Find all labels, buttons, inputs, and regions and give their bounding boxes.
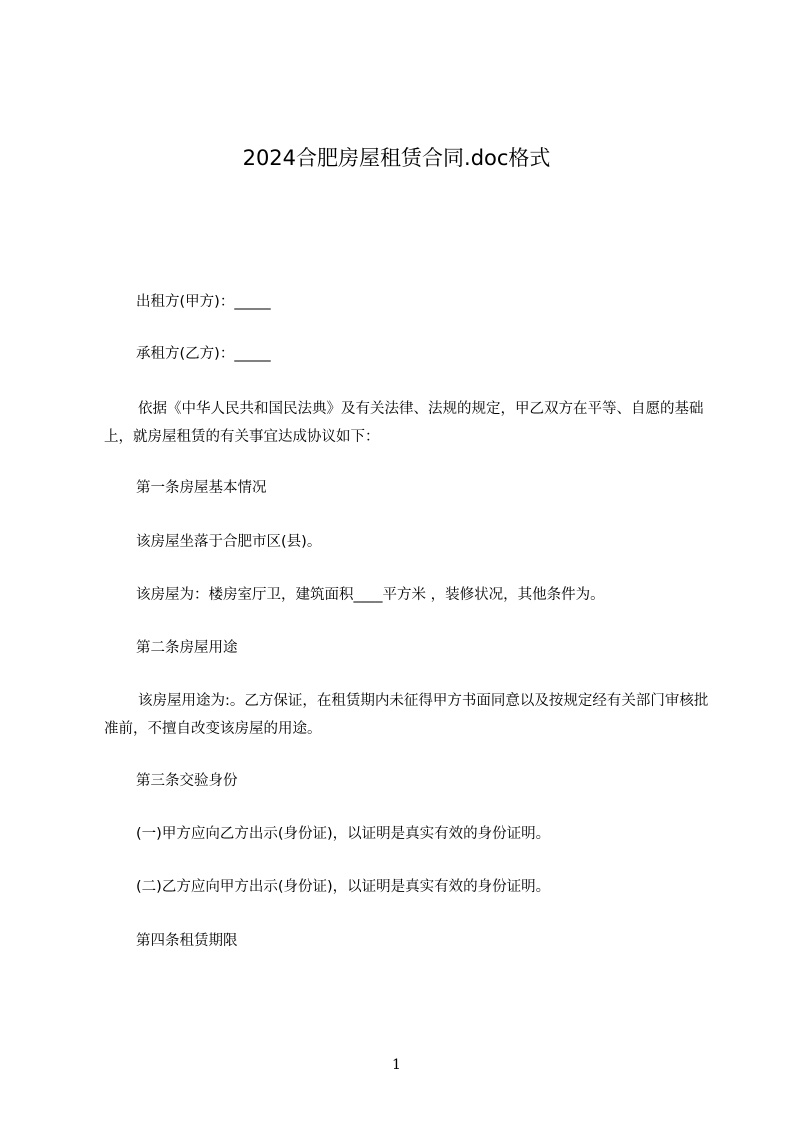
lessee-line: 承租方(乙方)：_____ — [136, 346, 271, 362]
usage-paragraph: 该房屋用途为:。乙方保证，在租赁期内未征得甲方书面同意以及按规定经有关部门审核批准前，不擅自改变该房屋的用途。 — [104, 693, 709, 737]
property-description-line: 该房屋为：楼房室厅卫，建筑面积____平方米 ，装修状况，其他条件为。 — [136, 587, 605, 603]
page-number: 1 — [392, 1057, 401, 1073]
article-3-heading: 第三条交验身份 — [136, 773, 238, 789]
identity-clause-1: (一)甲方应向乙方出示(身份证)，以证明是真实有效的身份证明。 — [136, 826, 551, 842]
article-2-heading: 第二条房屋用途 — [136, 640, 238, 656]
article-1-heading: 第一条房屋基本情况 — [136, 480, 267, 496]
article-4-heading: 第四条租赁期限 — [136, 933, 238, 949]
page-title: 2024合肥房屋租赁合同.doc格式 — [242, 146, 551, 170]
identity-clause-2: (二)乙方应向甲方出示(身份证)，以证明是真实有效的身份证明。 — [136, 879, 551, 895]
lessor-line: 出租方(甲方)：_____ — [136, 294, 271, 310]
property-location-line: 该房屋坐落于合肥市区(县)。 — [136, 534, 322, 550]
preamble-paragraph: 依据《中华人民共和国民法典》及有关法律、法规的规定，甲乙双方在平等、自愿的基础上，就房屋租赁的有关事宜达成协议如下： — [104, 401, 704, 445]
